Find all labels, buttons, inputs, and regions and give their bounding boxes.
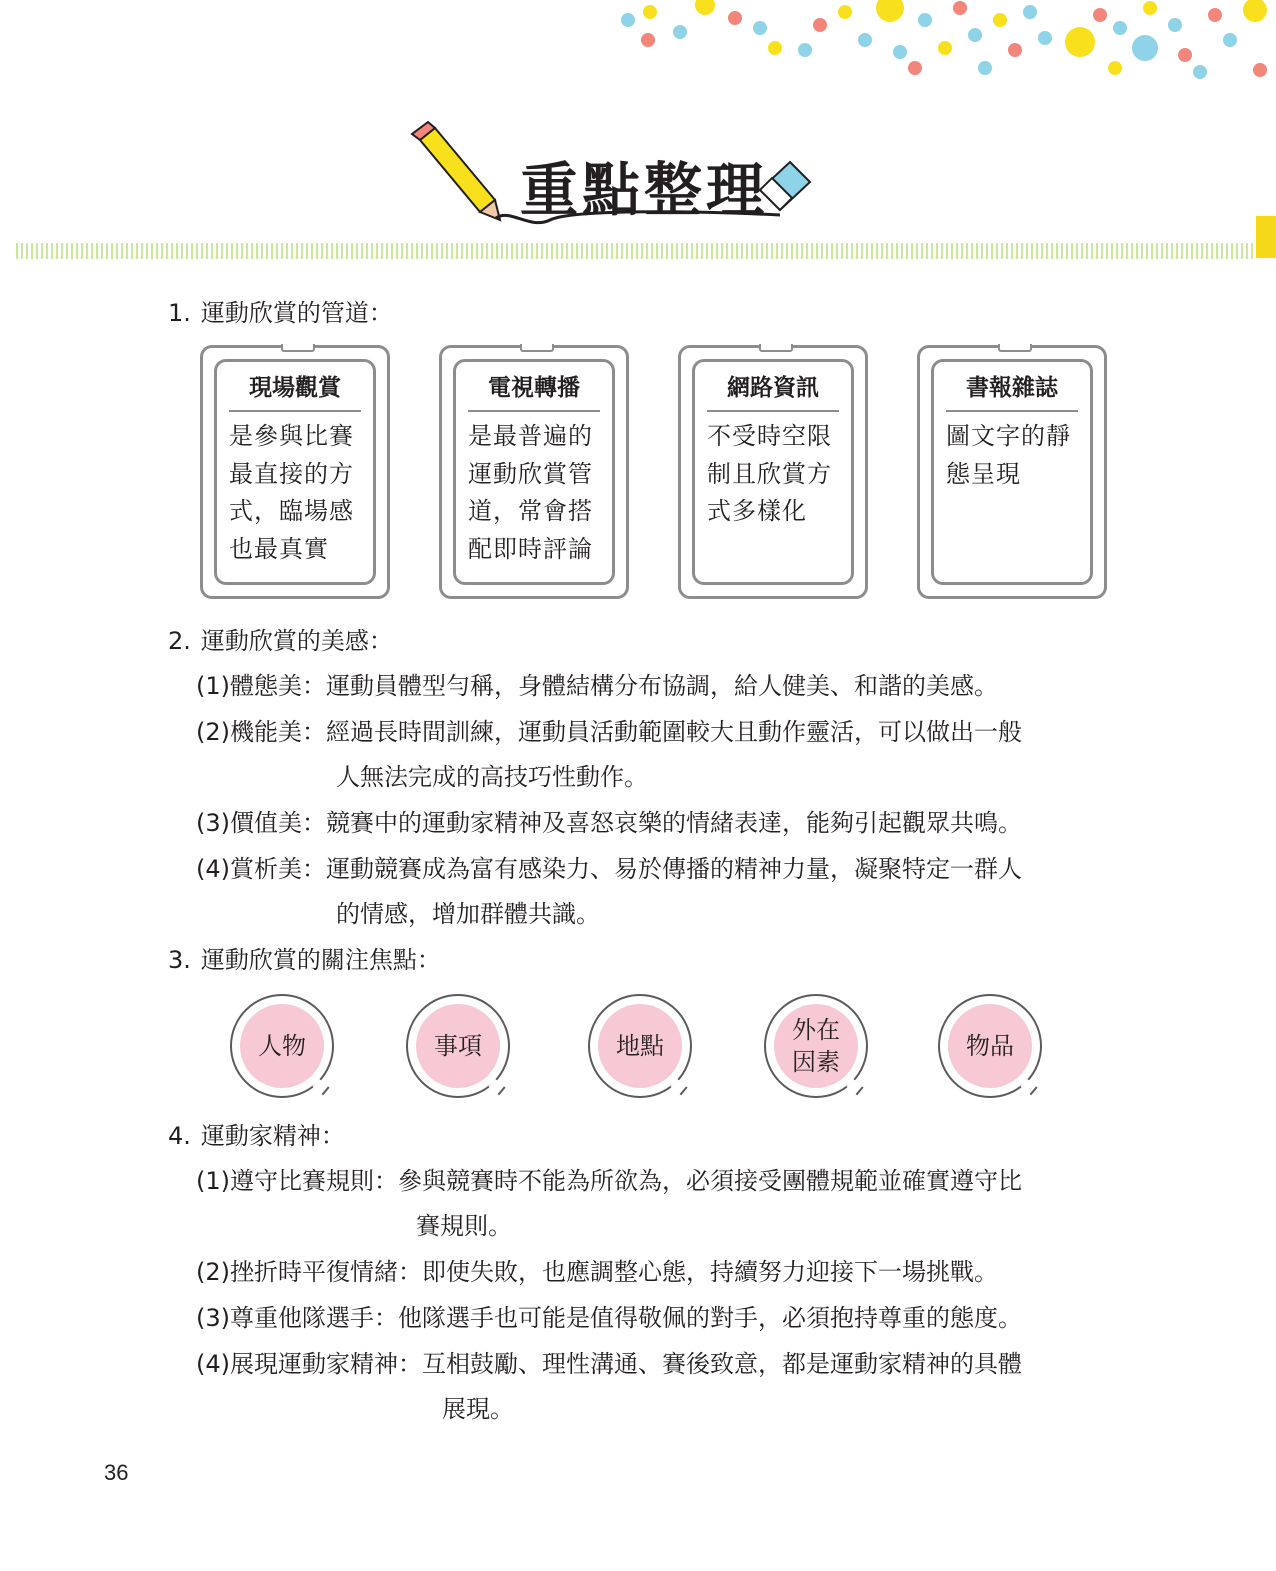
pencil-icon: [412, 122, 500, 220]
section2-title-text: 運動欣賞的美感：: [200, 627, 393, 655]
page-number: 36: [104, 1460, 129, 1485]
list-item: [196, 1296, 1022, 1341]
section2-number: 2.: [168, 627, 191, 655]
card-head: 電視轉播: [468, 368, 600, 412]
item-continuation: 展現。: [442, 1395, 514, 1423]
list-item: [196, 801, 1022, 846]
card-tv: [439, 345, 629, 599]
item-continuation: 賽規則。: [416, 1212, 512, 1240]
card-body: [468, 418, 600, 568]
item-mark: (4): [196, 855, 230, 883]
section4-title-text: 運動家精神：: [200, 1122, 345, 1150]
list-item: [196, 1159, 1022, 1204]
card-line: 式，臨場感: [229, 497, 354, 525]
card-internet: [678, 345, 868, 599]
item-mark: (3): [196, 1304, 230, 1332]
item-text: 遵守比賽規則：參與競賽時不能為所欲為，必須接受團體規範並確實遵守比: [230, 1167, 1022, 1195]
card-line: 圖文字的靜: [946, 422, 1071, 450]
yellow-tab: [1256, 216, 1276, 258]
card-inner: [692, 359, 854, 585]
circle-events: [406, 994, 510, 1098]
card-line: 不受時空限: [707, 422, 832, 450]
item-continuation: 人無法完成的高技巧性動作。: [336, 763, 648, 791]
card-inner: [214, 359, 376, 585]
item-text: 賞析美：運動競賽成為富有感染力、易於傳播的精神力量，凝聚特定一群人: [230, 855, 1022, 883]
section2-title: [168, 624, 393, 658]
section3-title: [168, 943, 441, 977]
card-line: 最直接的方: [229, 459, 354, 488]
circle-label: 人物: [240, 1004, 324, 1088]
item-text: 價值美：競賽中的運動家精神及喜怒哀樂的情緒表達，能夠引起觀眾共鳴。: [230, 809, 1022, 837]
item-text: 尊重他隊選手：他隊選手也可能是值得敬佩的對手，必須抱持尊重的態度。: [230, 1304, 1022, 1332]
card-live: [200, 345, 390, 599]
circle-people: [230, 994, 334, 1098]
card-head: 網路資訊: [707, 368, 839, 412]
circle-label: 地點: [598, 1004, 682, 1088]
card-notch: [281, 344, 315, 352]
card-head: 書報雜誌: [946, 368, 1078, 412]
section1-title-text: 運動欣賞的管道：: [200, 299, 393, 327]
card-notch: [520, 344, 554, 352]
circle-tail: [846, 1079, 863, 1096]
card-line: 式多樣化: [707, 497, 807, 525]
card-line: 道，常會搭: [468, 497, 593, 525]
card-notch: [759, 344, 793, 352]
circle-external: [764, 994, 868, 1098]
circle-tail: [670, 1079, 687, 1096]
section1-title: [168, 296, 393, 330]
section3-number: 3.: [168, 946, 191, 974]
card-line: 運動欣賞管: [468, 459, 593, 488]
card-line: 也最真實: [229, 534, 329, 563]
list-item: [196, 847, 1022, 892]
card-inner: [931, 359, 1093, 585]
page-title: 重點整理: [520, 156, 769, 224]
section3-title-text: 運動欣賞的關注焦點：: [200, 946, 441, 974]
circle-label: 物品: [948, 1004, 1032, 1088]
item-text: 機能美：經過長時間訓練，運動員活動範圍較大且動作靈活，可以做出一般: [230, 718, 1022, 746]
list-item: [196, 1342, 1022, 1387]
circle-tail: [1020, 1079, 1037, 1096]
circle-tail: [488, 1079, 505, 1096]
card-inner: [453, 359, 615, 585]
item-text: 挫折時平復情緒：即使失敗，也應調整心態，持續努力迎接下一場挑戰。: [230, 1258, 998, 1286]
item-text: 體態美：運動員體型勻稱，身體結構分布協調，給人健美、和諧的美感。: [230, 672, 998, 700]
card-line: 是最普遍的: [468, 422, 593, 450]
section1-number: 1.: [168, 299, 191, 327]
item-text: 展現運動家精神：互相鼓勵、理性溝通、賽後致意，都是運動家精神的具體: [230, 1350, 1022, 1378]
header-divider: [16, 243, 1256, 259]
card-line: 是參與比賽: [229, 422, 354, 450]
section4-title: [168, 1119, 345, 1153]
card-head: 現場觀賞: [229, 368, 361, 412]
circle-objects: [938, 994, 1042, 1098]
card-body: [229, 418, 361, 568]
circle-tail: [312, 1079, 329, 1096]
card-body: [707, 418, 839, 531]
item-mark: (1): [196, 672, 230, 700]
focus-circles: [230, 994, 1060, 1104]
list-item: [196, 1250, 998, 1295]
item-mark: (1): [196, 1167, 230, 1195]
channel-cards: [200, 345, 1110, 603]
card-notch: [998, 344, 1032, 352]
card-line: 配即時評論: [468, 534, 593, 563]
item-mark: (2): [196, 718, 230, 746]
list-item: [196, 710, 1022, 755]
item-mark: (4): [196, 1350, 230, 1378]
circle-label: 事項: [416, 1004, 500, 1088]
circle-label: 外在 因素: [774, 1004, 858, 1088]
item-mark: (2): [196, 1258, 230, 1286]
item-mark: (3): [196, 809, 230, 837]
list-item: [196, 664, 998, 709]
card-body: [946, 418, 1078, 493]
section4-number: 4.: [168, 1122, 191, 1150]
card-line: 制且欣賞方: [707, 459, 832, 488]
card-line: 態呈現: [946, 459, 1021, 488]
circle-location: [588, 994, 692, 1098]
decorative-dots: [0, 0, 1276, 100]
item-continuation: 的情感，增加群體共識。: [336, 900, 600, 928]
card-print: [917, 345, 1107, 599]
